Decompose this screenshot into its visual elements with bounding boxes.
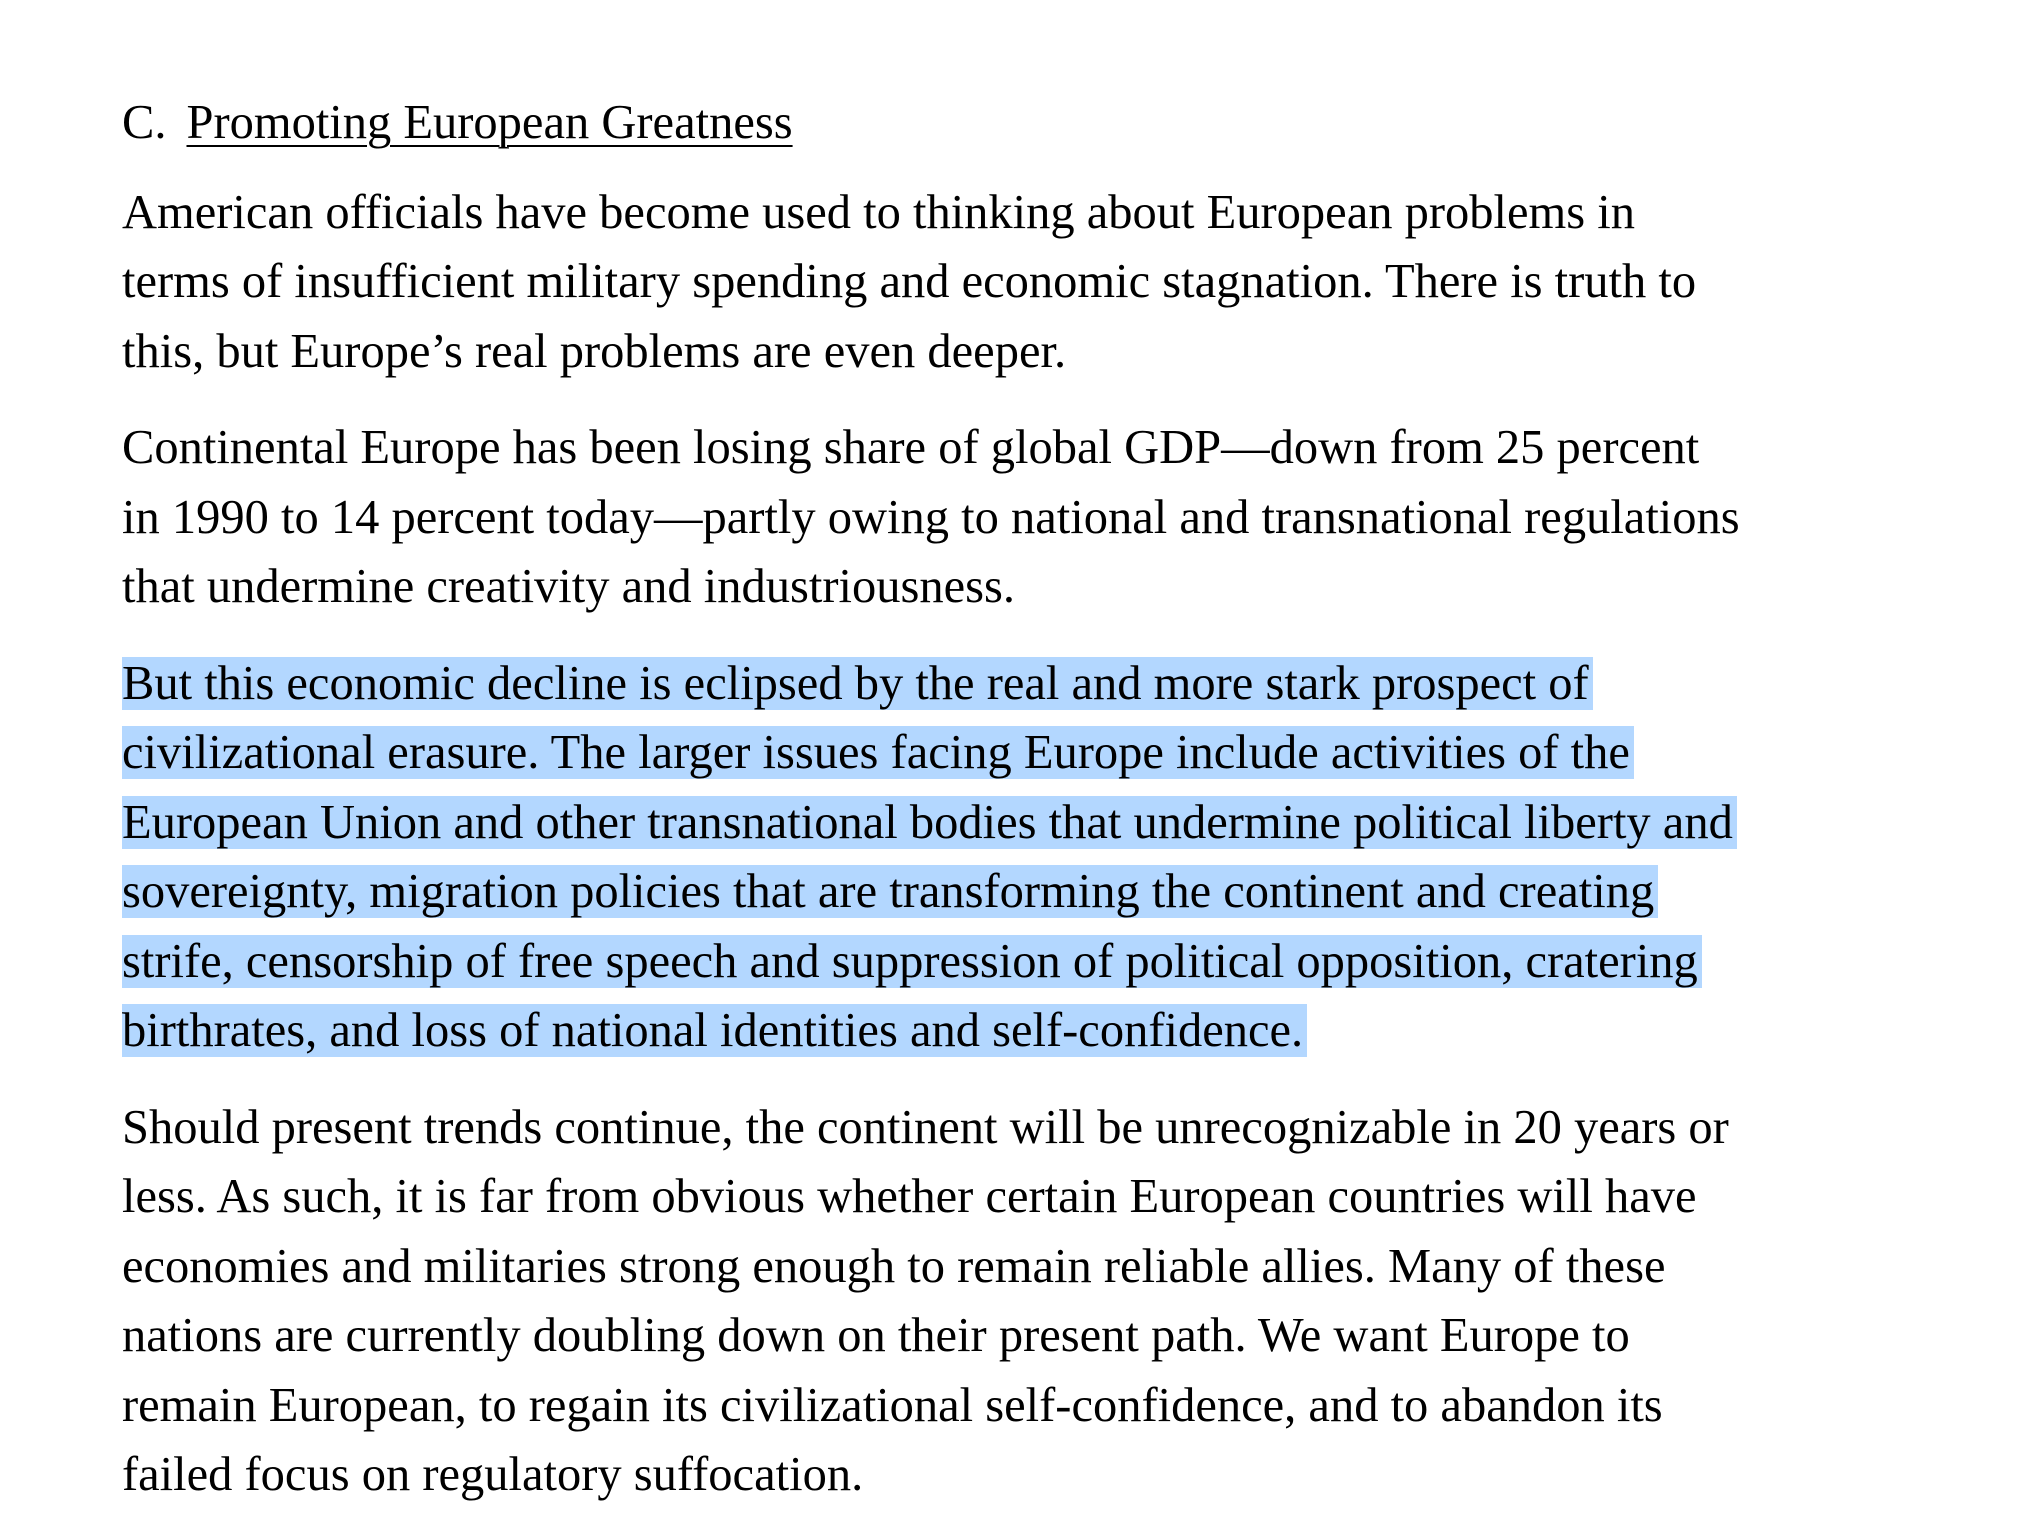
section-letter: C. — [122, 96, 167, 149]
selected-text-line: sovereignty, migration policies that are transforming the continent and creating — [122, 857, 1902, 927]
paragraph-4[interactable] — [122, 1093, 1902, 1510]
text-line: remain European, to regain its civilizational self-confidence, and to abandon its — [122, 1378, 1663, 1432]
text-line: Continental Europe has been losing share of global GDP—down from 25 percent — [122, 421, 1700, 474]
text-line: terms of insufficient military spending and economic stagnation. There is truth to — [122, 255, 1697, 308]
section-title: Promoting European Greatness — [186, 96, 793, 149]
section-heading — [122, 88, 1902, 158]
text-line: American officials have become used to thinking about European problems in — [122, 185, 1635, 239]
selected-text-line: civilizational erasure. The larger issues facing Europe include activities of the — [122, 718, 1902, 788]
text-line: this, but Europe’s real problems are even deeper. — [122, 324, 1067, 378]
paragraph-1[interactable] — [122, 178, 1902, 387]
paragraph-2[interactable] — [122, 413, 1902, 622]
text-line: nations are currently doubling down on their present path. We want Europe to — [122, 1309, 1630, 1362]
text-line: in 1990 to 14 percent today—partly owing to national and transnational regulations — [122, 490, 1740, 544]
paragraph-3-selected[interactable] — [122, 649, 1902, 1066]
text-line: economies and militaries strong enough to remain reliable allies. Many of these — [122, 1239, 1666, 1293]
selected-text-line: European Union and other transnational bodies that undermine political liberty and — [122, 788, 1902, 858]
document-body — [122, 88, 1902, 1537]
text-line: failed focus on regulatory suffocation. — [122, 1448, 864, 1501]
selected-text-line: strife, censorship of free speech and suppression of political opposition, cratering — [122, 927, 1902, 997]
selected-text-line: But this economic decline is eclipsed by the real and more stark prospect of — [122, 649, 1902, 719]
selected-text-line: birthrates, and loss of national identities and self-confidence. — [122, 996, 1902, 1066]
text-line: Should present trends continue, the continent will be unrecognizable in 20 years or — [122, 1100, 1729, 1154]
text-line: less. As such, it is far from obvious whether certain European countries will have — [122, 1170, 1697, 1223]
text-line: that undermine creativity and industriousness. — [122, 560, 1016, 613]
